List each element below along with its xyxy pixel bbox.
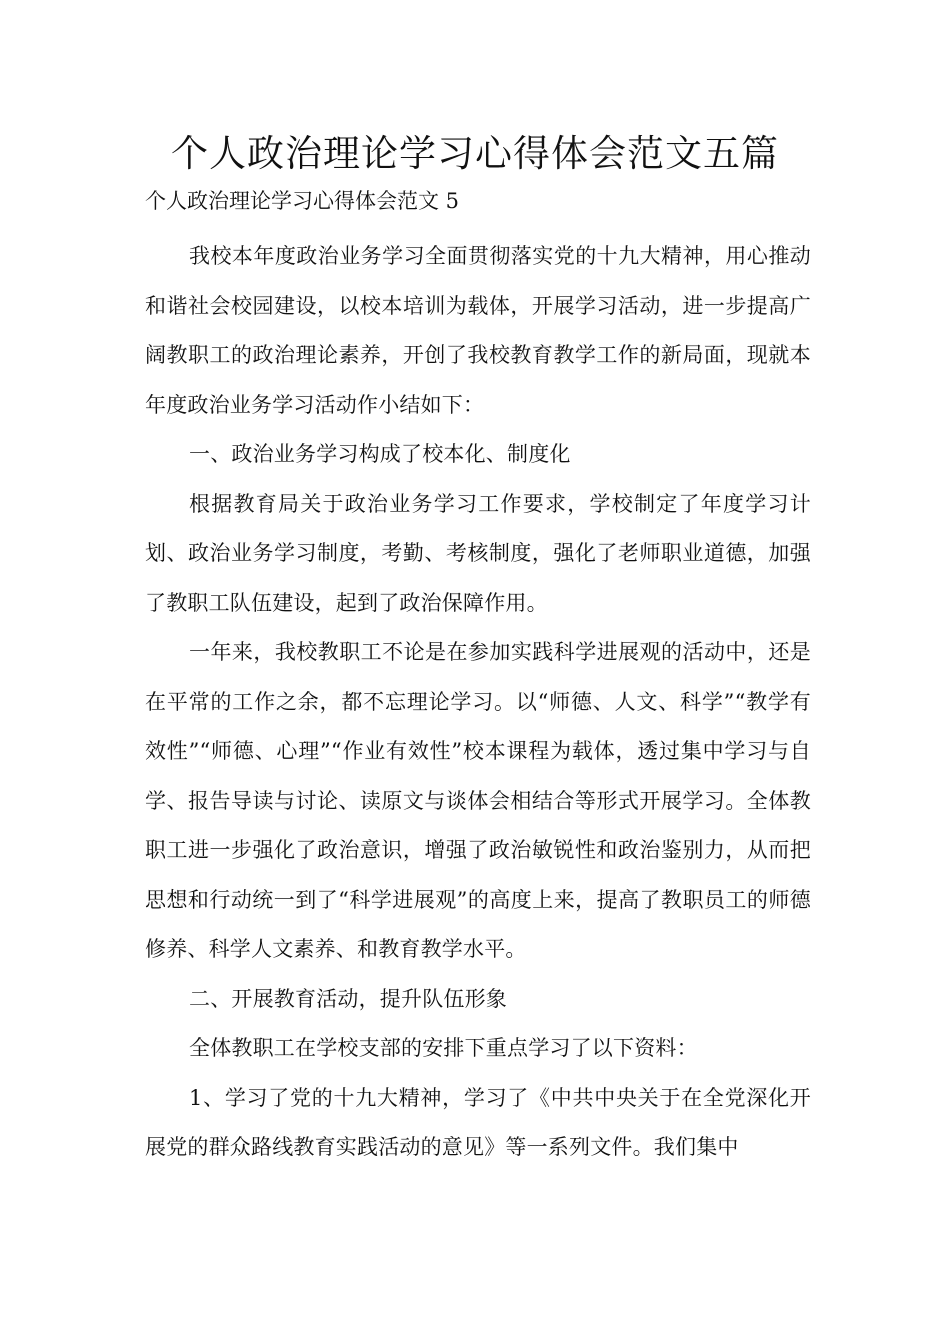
paragraph-section2-a: 全体教职工在学校支部的安排下重点学习了以下资料： xyxy=(189,1036,698,1060)
section-heading-1: 一、政治业务学习构成了校本化、制度化 xyxy=(189,442,571,466)
document-subtitle: 个人政治理论学习心得体会范文 5 xyxy=(145,189,460,213)
document-body xyxy=(145,232,811,1173)
paragraph-section1-b: 一年来，我校教职工不论是在参加实践科学进展观的活动中，还是在平常的工作之余，都不忘理论学习。以“师德、人文、科学”“教学有效性”“师德、心理”“作业有效性”校本课程为载体，透过集中学习与自学、报告导读与讨论、读原文与谈体会相结合等形式开展学习。全体教职工进一步强化了政治意识，增强了政治敏锐性和政治鉴别力，从而把思想和行动统一到了“科学进展观”的高度上来，提高了教职员工的师德修养、科学人文素养、和教育教学水平。 xyxy=(145,640,811,961)
paragraph-section1-a: 根据教育局关于政治业务学习工作要求，学校制定了年度学习计划、政治业务学习制度，考勤、考核制度，强化了老师职业道德，加强了教职工队伍建设，起到了政治保障作用。 xyxy=(145,491,811,615)
document-title: 个人政治理论学习心得体会范文五篇 xyxy=(171,132,779,175)
section-heading-2: 二、开展教育活动，提升队伍形象 xyxy=(189,986,507,1011)
paragraph-section2-b: 1、学习了党的十九大精神，学习了《中共中央关于在全党深化开展党的群众路线教育实践活动的意见》等一系列文件。我们集中 xyxy=(145,1085,811,1159)
paragraph-intro: 我校本年度政治业务学习全面贯彻落实党的十九大精神，用心推动和谐社会校园建设，以校本培训为载体，开展学习活动，进一步提高广阔教职工的政治理论素养，开创了我校教育教学工作的新局面，现就本年度政治业务学习活动作小结如下： xyxy=(145,244,811,417)
